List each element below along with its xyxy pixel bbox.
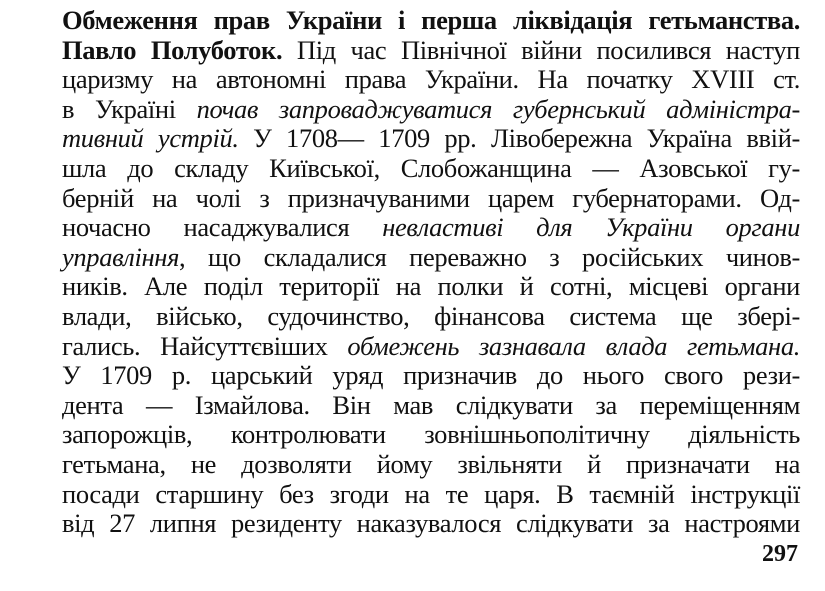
text-line (62, 154, 800, 184)
text-segment: від 27 липня резиденту наказувалося слідкувати за настроями (62, 508, 800, 539)
text-line (62, 213, 800, 243)
text-segment: в Україні (62, 93, 197, 124)
article-body (62, 6, 800, 539)
bold-text: Павло Полуботок. (62, 34, 283, 65)
text-line (62, 184, 800, 214)
text-line (62, 509, 800, 539)
italic-text: невластиві для України органи (382, 212, 800, 243)
bold-text: Обмеження прав України і перша ліквідація гетьманства. (62, 5, 800, 35)
text-line (62, 450, 800, 480)
text-segment: , що складалися переважно з російських чинов- (179, 241, 800, 272)
text-line (62, 95, 800, 125)
text-line (62, 36, 800, 66)
text-line (62, 332, 800, 362)
text-segment: гетьмана, не дозволяти йому звільняти й призначати на (62, 448, 800, 479)
text-segment: дента — Ізмайлова. Він мав слідкувати за переміщенням (62, 389, 800, 420)
text-line (62, 6, 800, 36)
text-segment: посади старшину без згоди на те царя. В таємній інструкції (62, 478, 800, 509)
text-segment: берній на чолі з призначуваними царем губернаторами. Од- (62, 182, 800, 213)
italic-text: управління (62, 241, 180, 272)
text-segment: царизму на автономні права України. На початку XVIII ст. (62, 64, 800, 95)
text-segment: влади, військо, судочинство, фінансова система ще зберi- (62, 300, 800, 331)
text-segment: Під час Північної війни посилився наступ (282, 34, 800, 65)
text-segment: У 1708— 1709 рр. Лівобережна Україна ввій- (238, 123, 800, 154)
text-segment: У 1709 р. царський уряд призначив до нього свого рези- (62, 360, 800, 391)
text-line (62, 480, 800, 510)
italic-text: тивний устрій. (62, 123, 239, 154)
italic-text: почав запроваджуватися губернський адміністра- (196, 93, 800, 124)
text-segment: шла до складу Київської, Слобожанщина — Азовської гу- (62, 152, 800, 183)
text-segment: ників. Але поділ території на полки й сотні, місцеві органи (62, 271, 800, 302)
text-line (62, 124, 800, 154)
text-line (62, 65, 800, 95)
book-page (62, 0, 800, 591)
text-segment: гались. Найсуттєвіших (62, 330, 348, 361)
text-segment: ночасно насаджувалися (62, 212, 383, 243)
text-line (62, 391, 800, 421)
text-line (62, 272, 800, 302)
text-line (62, 361, 800, 391)
page-number: 297 (762, 541, 798, 567)
italic-text: обмежень зазнавала влада гетьмана. (347, 330, 800, 361)
text-line (62, 420, 800, 450)
text-line (62, 243, 800, 273)
text-segment: запорожців, контролювати зовнішньополітичну діяльність (62, 419, 800, 450)
text-line (62, 302, 800, 332)
